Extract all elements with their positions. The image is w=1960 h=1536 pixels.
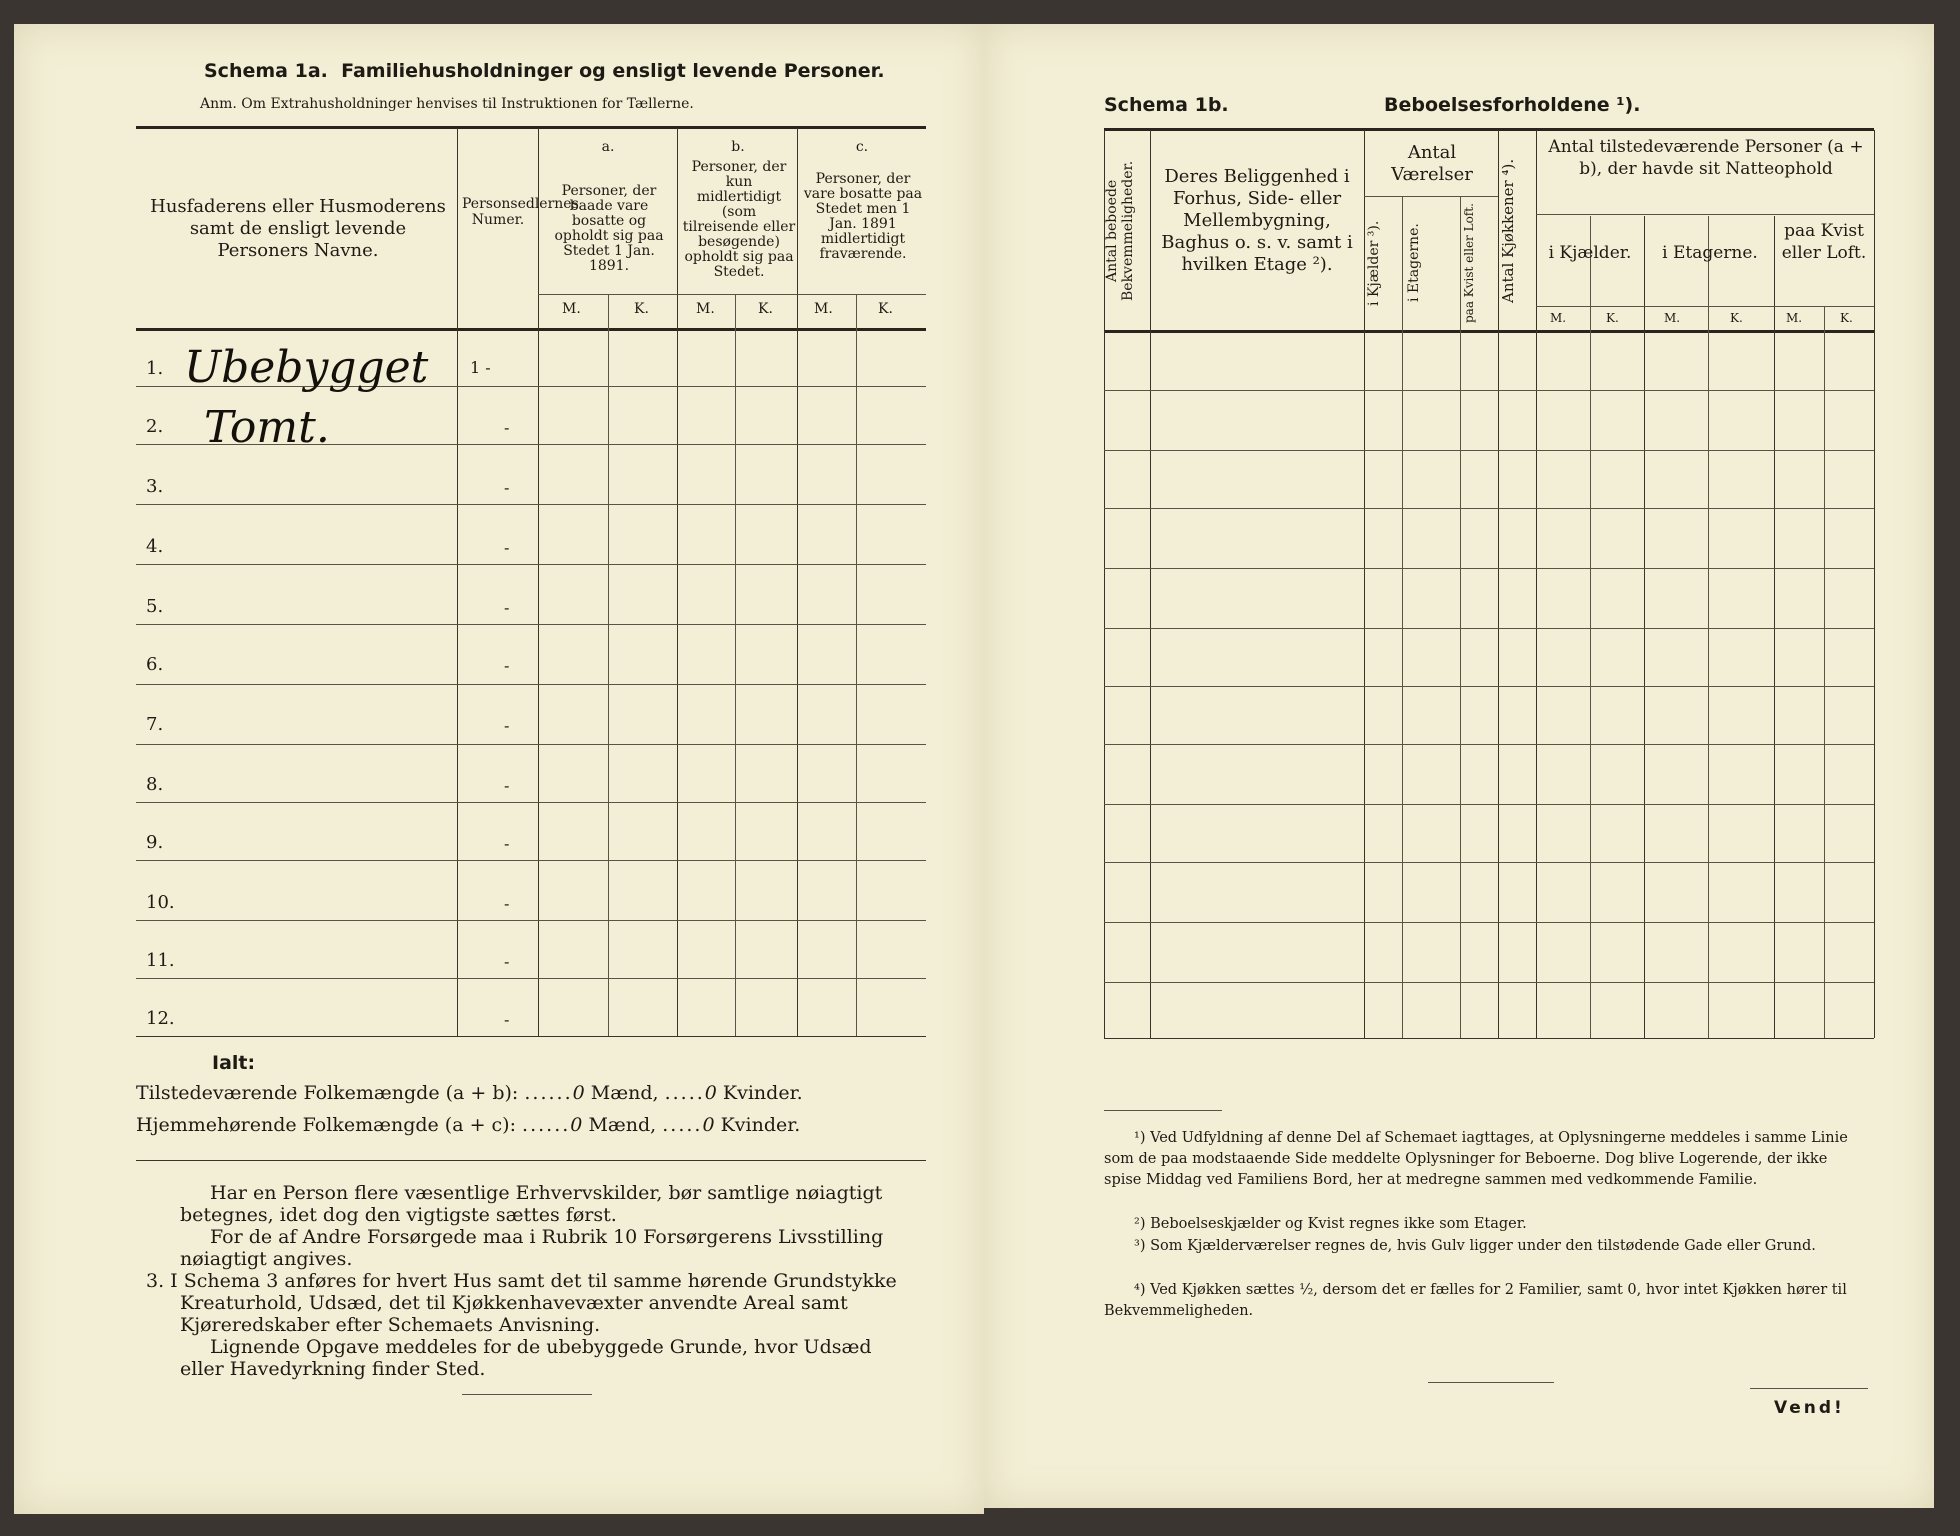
col-line <box>457 128 458 1036</box>
col-line <box>608 294 609 1036</box>
row-rule <box>136 504 926 505</box>
header-a: Personer, der baade vare bosatte og opholdt sig paa Stedet 1 Jan. 1891. <box>554 183 664 274</box>
row-rule <box>1104 982 1874 983</box>
header-c-m: M. <box>814 301 833 317</box>
col-line <box>1402 196 1403 1038</box>
header-a-m: M. <box>562 301 581 317</box>
row-rule <box>1104 744 1874 745</box>
footnote-rule <box>1104 1110 1222 1111</box>
row-rule <box>136 684 926 685</box>
subheader-rule <box>1364 196 1498 197</box>
tilstedevaerende-kvinder-value: 0 <box>704 1082 717 1104</box>
header-personer-i-etagerne: i Etagerne. <box>1662 243 1758 263</box>
row-number-10: 10. <box>146 892 175 913</box>
header-kjaelder-k: K. <box>1606 311 1619 325</box>
instructions-rule <box>136 1160 926 1161</box>
header-b-letter: b. <box>731 139 745 155</box>
header-a-letter: a. <box>601 139 615 155</box>
row-rule <box>136 744 926 745</box>
col-line <box>1590 216 1591 1038</box>
left-page <box>14 24 984 1514</box>
header-bottom-rule <box>1104 330 1874 333</box>
instruction-paragraph-3: 3. I Schema 3 anføres for hvert Hus samt det til samme hørende Grundstykke Kreaturhold, Udsæd, det til Kjøkkenhavevæxter anvendte Areal samt Kjøreredskaber efter Schemaets Anvisning. <box>146 1270 897 1336</box>
row-rule <box>136 564 926 565</box>
header-b-k: K. <box>758 301 773 317</box>
row-rule <box>136 978 926 979</box>
header-personer-paa-kvist: paa Kvist eller Loft. <box>1781 221 1867 263</box>
row-number-3: 3. <box>146 476 164 497</box>
row-rule <box>136 624 926 625</box>
header-bottom-rule <box>136 328 926 331</box>
person-number-11: - <box>504 952 510 971</box>
header-antal-kjokkener: Antal Kjøkkener ⁴). <box>1499 158 1517 304</box>
row-rule <box>1104 922 1874 923</box>
row-rule <box>136 802 926 803</box>
col-line <box>856 294 857 1036</box>
row-rule <box>1104 862 1874 863</box>
col-line <box>1150 130 1151 1038</box>
col-line <box>1460 196 1461 1038</box>
maend-label: Mænd, <box>590 1082 659 1104</box>
vend-rule <box>1750 1388 1868 1389</box>
table-top-rule <box>136 126 926 129</box>
row-number-6: 6. <box>146 654 164 675</box>
schema-1a-title <box>204 60 885 82</box>
vend-label: Vend! <box>1774 1398 1845 1418</box>
header-b-m: M. <box>696 301 715 317</box>
col-line <box>797 128 798 1036</box>
col-line <box>1536 130 1537 1038</box>
header-c-letter: c. <box>855 139 869 155</box>
row-rule <box>136 860 926 861</box>
row-rule <box>136 920 926 921</box>
header-kvist-m: M. <box>1786 311 1803 325</box>
col-line <box>1774 216 1775 1038</box>
col-line <box>677 128 678 1036</box>
col-line <box>1364 130 1365 1038</box>
col-line <box>1708 216 1709 1038</box>
tilstedevaerende-label: Tilstedeværende Folkemængde (a + b): <box>136 1082 519 1104</box>
row-number-9: 9. <box>146 832 164 853</box>
person-number-7: - <box>504 716 510 735</box>
person-number-10: - <box>504 894 510 913</box>
row-number-5: 5. <box>146 596 164 617</box>
tilstedevaerende-line: Tilstedeværende Folkemængde (a + b): ......0 Mænd, .....0 Kvinder. <box>136 1082 803 1104</box>
row-number-12: 12. <box>146 1008 175 1029</box>
schema-1b-heading: Beboelsesforholdene ¹). <box>1384 94 1641 116</box>
subheader-rule <box>1536 214 1874 215</box>
handwritten-name-2: Tomt. <box>204 402 330 453</box>
hjemmehorende-line: Hjemmehørende Folkemængde (a + c): ......0 Mænd, .....0 Kvinder. <box>136 1114 801 1136</box>
row-rule <box>1104 568 1874 569</box>
table-bottom-rule <box>136 1036 926 1037</box>
person-number-1: 1 - <box>470 358 491 377</box>
col-line <box>538 128 539 1036</box>
col-line <box>1644 216 1645 1038</box>
person-number-5: - <box>504 598 510 617</box>
schema-heading: Familiehusholdninger og ensligt levende Personer. <box>341 60 885 82</box>
tilstedevaerende-maend-value: 0 <box>572 1082 585 1104</box>
kvinder-label: Kvinder. <box>722 1082 803 1104</box>
kvinder-label: Kvinder. <box>720 1114 801 1136</box>
header-person-number: Personsedlernes Numer. <box>462 196 579 228</box>
header-beliggenhed: Deres Beliggenhed i Forhus, Side- eller Mellembygning, Baghus o. s. v. samt i hvilken Etage ²). <box>1161 166 1353 275</box>
header-a-k: K. <box>634 301 649 317</box>
row-number-7: 7. <box>146 714 164 735</box>
header-kjaelder-m: M. <box>1550 311 1567 325</box>
person-number-9: - <box>504 834 510 853</box>
row-rule <box>1104 628 1874 629</box>
person-number-2: - <box>504 418 510 437</box>
ialt-label: Ialt: <box>212 1052 256 1074</box>
footnote-4: ⁴) Ved Kjøkken sættes ½, dersom det er fælles for 2 Familier, samt 0, hvor intet Kjøkken hører til Bekvemmeligheden. <box>1104 1282 1847 1319</box>
header-kvist-k: K. <box>1840 311 1853 325</box>
person-number-3: - <box>504 478 510 497</box>
instruction-paragraph-1: Har en Person flere væsentlige Erhvervskilder, bør samtlige nøiagtigt betegnes, idet dog den vigtigste sættes først. <box>180 1182 883 1226</box>
row-rule <box>1104 686 1874 687</box>
col-line <box>1824 306 1825 1038</box>
header-personer-i-kjaelder: i Kjælder. <box>1548 243 1632 263</box>
header-i-etagerne: i Etagerne. <box>1406 223 1422 303</box>
header-paa-kvist: paa Kvist eller Loft. <box>1462 203 1476 323</box>
row-number-11: 11. <box>146 950 175 971</box>
row-rule <box>1104 804 1874 805</box>
header-i-kjaelder: i Kjælder ³). <box>1366 220 1382 306</box>
mk-rule <box>1536 306 1874 307</box>
row-number-2: 2. <box>146 416 164 437</box>
row-number-1: 1. <box>146 358 164 379</box>
header-c-k: K. <box>878 301 893 317</box>
person-number-4: - <box>504 538 510 557</box>
row-rule <box>1104 508 1874 509</box>
header-antal-personer: Antal tilstedeværende Personer (a + b), der havde sit Natteophold <box>1548 137 1864 179</box>
end-rule <box>462 1394 592 1395</box>
closing-rule <box>1428 1382 1554 1383</box>
header-etagerne-k: K. <box>1730 311 1743 325</box>
instruction-paragraph-4: Lignende Opgave meddeles for de ubebyggede Grunde, hvor Udsæd eller Havedyrkning finder Sted. <box>180 1336 872 1380</box>
header-antal-vaerelser: Antal Værelser <box>1391 142 1473 185</box>
person-number-6: - <box>504 656 510 675</box>
maend-label: Mænd, <box>588 1114 657 1136</box>
header-c: Personer, der vare bosatte paa Stedet men 1 Jan. 1891 midlertidigt fraværende. <box>803 171 923 262</box>
person-number-8: - <box>504 776 510 795</box>
header-etagerne-m: M. <box>1664 311 1681 325</box>
header-b: Personer, der kun midlertidigt (som tilreisende eller besøgende) opholdt sig paa Stedet. <box>682 159 796 280</box>
table-top-rule <box>1104 128 1874 131</box>
hjemmehorende-label: Hjemmehørende Folkemængde (a + c): <box>136 1114 516 1136</box>
hjemmehorende-kvinder-value: 0 <box>702 1114 715 1136</box>
row-number-8: 8. <box>146 774 164 795</box>
annotation-note: Anm. Om Extrahusholdninger henvises til Instruktionen for Tællerne. <box>200 96 694 112</box>
handwritten-name-1: Ubebygget <box>184 342 429 393</box>
footnote-2: ²) Beboelseskjælder og Kvist regnes ikke som Etager. <box>1134 1216 1527 1232</box>
footnote-3: ³) Som Kjælderværelser regnes de, hvis Gulv ligger under den tilstødende Gade eller Grund. <box>1134 1238 1816 1254</box>
row-rule <box>1104 450 1874 451</box>
schema-label: Schema 1a. <box>204 60 328 82</box>
row-rule <box>1104 390 1874 391</box>
col-line <box>735 294 736 1036</box>
hjemmehorende-maend-value: 0 <box>570 1114 583 1136</box>
right-page <box>984 24 1934 1508</box>
mk-rule <box>538 294 926 295</box>
table-bottom-rule <box>1104 1038 1874 1039</box>
header-names: Husfaderens eller Husmoderens samt de ensligt levende Personers Navne. <box>150 196 446 261</box>
col-line <box>1874 130 1875 1038</box>
footnote-1: ¹) Ved Udfyldning af denne Del af Schemaet iagttages, at Oplysningerne meddeles i samme Linie som de paa modstaaende Side meddelte Oplysninger for Beboerne. Dog blive Logerende, der ikke spise Middag ved Familiens Bord, her at medregne sammen med vedkommende Familie. <box>1104 1130 1848 1188</box>
schema-1b-label: Schema 1b. <box>1104 94 1229 116</box>
person-number-12: - <box>504 1010 510 1029</box>
header-antal-bekvemmeligheder: Antal beboede Bekvemmeligheder. <box>1104 160 1136 302</box>
row-number-4: 4. <box>146 536 164 557</box>
instruction-paragraph-2: For de af Andre Forsørgede maa i Rubrik 10 Forsørgerens Livsstilling nøiagtigt angives. <box>180 1226 884 1270</box>
